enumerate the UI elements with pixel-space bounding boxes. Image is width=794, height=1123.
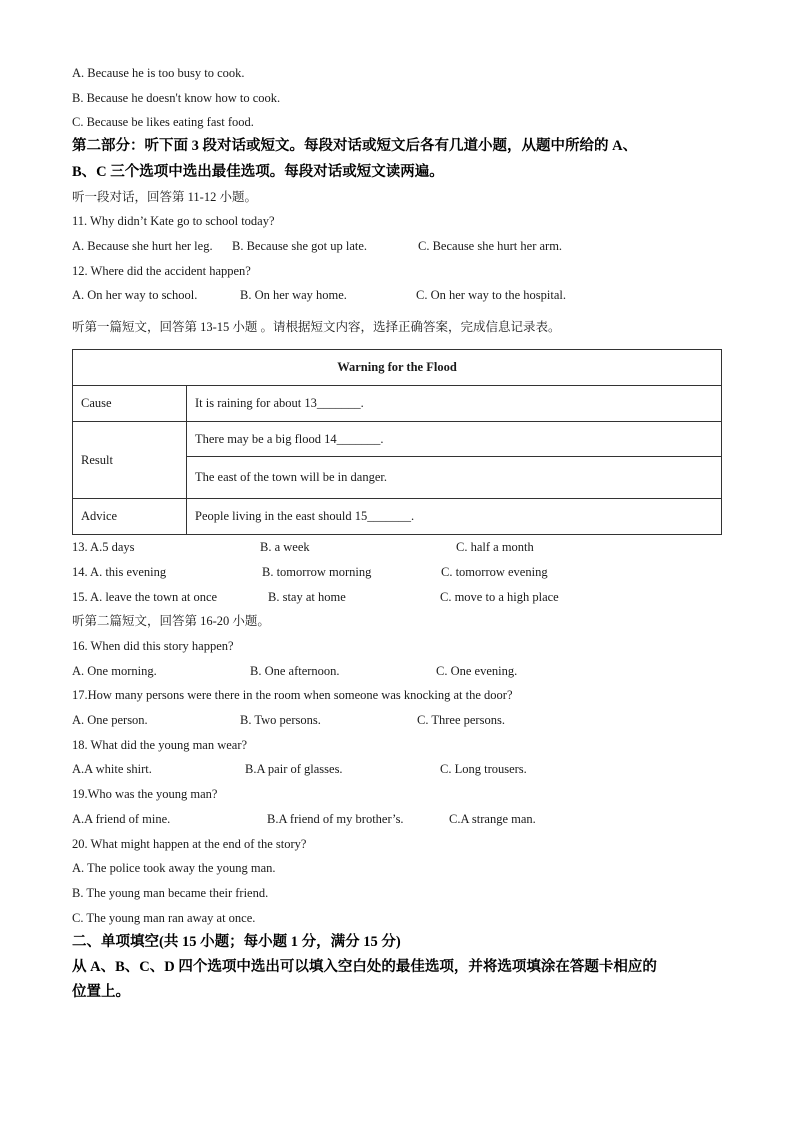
q13-option-b: B. a week: [260, 540, 310, 554]
q11-question: 11. Why didn’t Kate go to school today?: [72, 214, 275, 228]
q16-question: 16. When did this story happen?: [72, 639, 234, 653]
q16-option-b: B. One afternoon.: [250, 664, 340, 678]
cause-text: It is raining for about 13_______.: [187, 386, 722, 422]
q17-option-c: C. Three persons.: [417, 713, 505, 727]
q14-option-c: C. tomorrow evening: [441, 565, 548, 579]
q13-option-c: C. half a month: [456, 540, 534, 554]
q20-option-a: A. The police took away the young man.: [72, 861, 276, 875]
passage1-intro: 听第一篇短文，回答第 13-15 小题 。请根据短文内容，选择正确答案，完成信息记录表。: [72, 320, 561, 334]
q10-option-a: A. Because he is too busy to cook.: [72, 66, 245, 80]
q16-option-a: A. One morning.: [72, 664, 157, 678]
q15-option-b: B. stay at home: [268, 590, 346, 604]
q10-option-b: B. Because he doesn't know how to cook.: [72, 91, 281, 105]
q12-option-b: B. On her way home.: [240, 288, 347, 302]
passage2-intro: 听第二篇短文，回答第 16-20 小题。: [72, 614, 270, 628]
q20-option-b: B. The young man became their friend.: [72, 886, 269, 900]
q17-option-a: A. One person.: [72, 713, 148, 727]
result-label: Result: [73, 422, 187, 499]
q13-option-a: 13. A.5 days: [72, 540, 135, 554]
q19-question: 19.Who was the young man?: [72, 787, 218, 801]
q11-option-b: B. Because she got up late.: [232, 239, 368, 253]
q11-option-c: C. Because she hurt her arm.: [418, 239, 563, 253]
section2-instruction-line1: 从 A、B、C、D 四个选项中选出可以填入空白处的最佳选项，并将选项填涂在答题卡相应的: [72, 959, 657, 975]
q18-option-b: B.A pair of glasses.: [245, 762, 343, 776]
result-text-2: The east of the town will be in danger.: [187, 457, 722, 499]
q15-option-c: C. move to a high place: [440, 590, 559, 604]
result-text-1: There may be a big flood 14_______.: [187, 422, 722, 457]
q17-option-b: B. Two persons.: [240, 713, 321, 727]
q12-question: 12. Where did the accident happen?: [72, 264, 251, 278]
q14-option-a: 14. A. this evening: [72, 565, 167, 579]
part2-heading-line1: 第二部分：听下面 3 段对话或短文。每段对话或短文后各有几道小题，从题中所给的 A、: [72, 138, 638, 154]
q19-option-c: C.A strange man.: [449, 812, 536, 826]
q17-question: 17.How many persons were there in the room when someone was knocking at the door?: [72, 688, 513, 702]
q20-option-c: C. The young man ran away at once.: [72, 911, 256, 925]
dialogue-intro: 听一段对话，回答第 11-12 小题。: [72, 190, 257, 204]
section2-heading: 二、单项填空(共 15 小题；每小题 1 分，满分 15 分): [72, 934, 401, 950]
q20-question: 20. What might happen at the end of the story?: [72, 837, 307, 851]
q10-option-c: C. Because be likes eating fast food.: [72, 115, 254, 129]
q11-option-a: A. Because she hurt her leg.: [72, 239, 213, 253]
cause-label: Cause: [73, 386, 187, 422]
q19-option-a: A.A friend of mine.: [72, 812, 171, 826]
q19-option-b: B.A friend of my brother’s.: [267, 812, 404, 826]
q18-option-a: A.A white shirt.: [72, 762, 152, 776]
advice-label: Advice: [73, 499, 187, 535]
q14-option-b: B. tomorrow morning: [262, 565, 372, 579]
q18-question: 18. What did the young man wear?: [72, 738, 248, 752]
q12-option-c: C. On her way to the hospital.: [416, 288, 566, 302]
q12-option-a: A. On her way to school.: [72, 288, 198, 302]
q15-option-a: 15. A. leave the town at once: [72, 590, 218, 604]
q16-option-c: C. One evening.: [436, 664, 518, 678]
flood-warning-table: [72, 349, 722, 535]
table-title: Warning for the Flood: [73, 350, 722, 386]
advice-text: People living in the east should 15_______.: [187, 499, 722, 535]
q18-option-c: C. Long trousers.: [440, 762, 527, 776]
part2-heading-line2: B、C 三个选项中选出最佳选项。每段对话或短文读两遍。: [72, 164, 444, 180]
section2-instruction-line2: 位置上。: [72, 984, 130, 1000]
